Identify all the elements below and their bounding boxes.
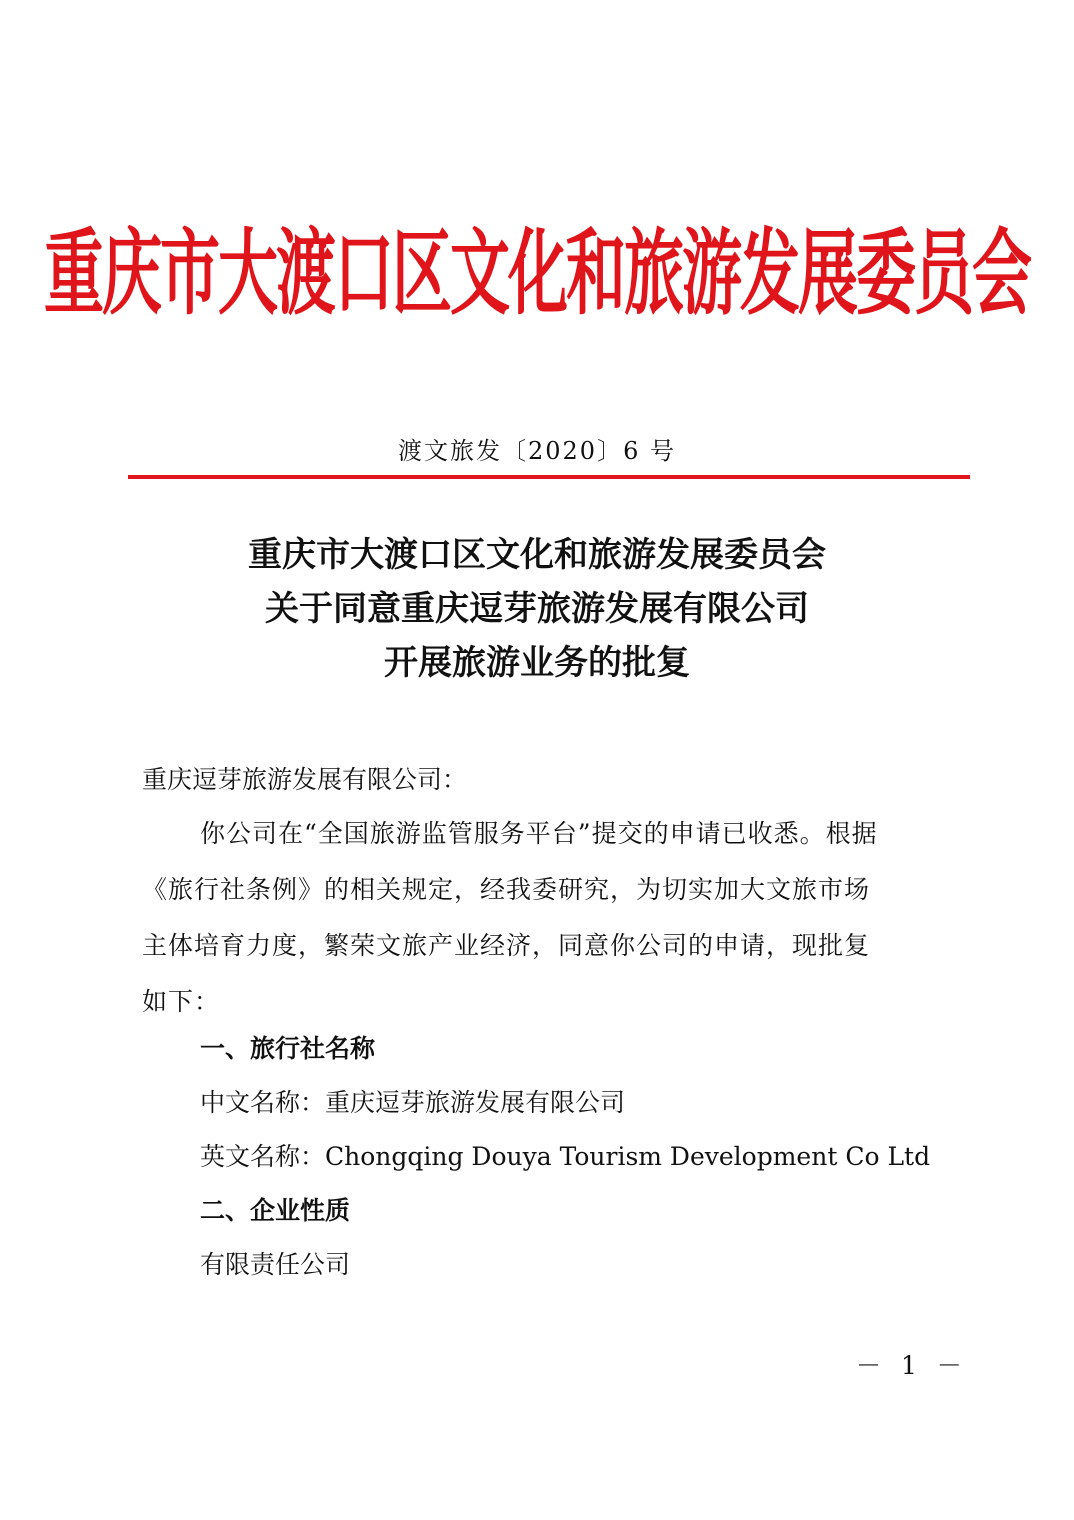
title-line-1: 重庆市大渡口区文化和旅游发展委员会 <box>248 535 826 575</box>
document-number: 渡文旅发〔2020〕6 号 <box>398 437 676 465</box>
salutation-text: 重庆逗芽旅游发展有限公司： <box>142 765 468 794</box>
paragraph-line-4: 如下： <box>142 987 221 1016</box>
paragraph-line-2: 《旅行社条例》的相关规定，经我委研究，为切实加大文旅市场 <box>142 875 871 904</box>
salutation <box>142 752 942 808</box>
section-1-en-name: 英文名称：Chongqing Douya Tourism Development Co Ltd <box>200 1142 931 1171</box>
red-divider-line <box>128 475 970 479</box>
masthead <box>0 220 1074 329</box>
section-1-heading: 一、旅行社名称 <box>200 1034 376 1063</box>
section-2-value: 有限责任公司 <box>200 1250 351 1279</box>
section-1-cn-name: 中文名称：重庆逗芽旅游发展有限公司 <box>200 1088 626 1117</box>
title-line-3: 开展旅游业务的批复 <box>384 643 690 683</box>
page-number: － 1 － <box>856 1351 968 1380</box>
title-line-2: 关于同意重庆逗芽旅游发展有限公司 <box>265 589 809 629</box>
section-2-heading: 二、企业性质 <box>200 1196 351 1225</box>
document-title <box>0 528 1074 690</box>
paragraph-line-1: 你公司在“全国旅游监管服务平台”提交的申请已收悉。根据 <box>200 819 878 848</box>
masthead-text: 重庆市大渡口区文化和旅游发展委员会 <box>44 220 1030 329</box>
body-paragraph <box>142 806 942 1030</box>
paragraph-line-3: 主体培育力度，繁荣文旅产业经济，同意你公司的申请，现批复 <box>142 931 871 960</box>
